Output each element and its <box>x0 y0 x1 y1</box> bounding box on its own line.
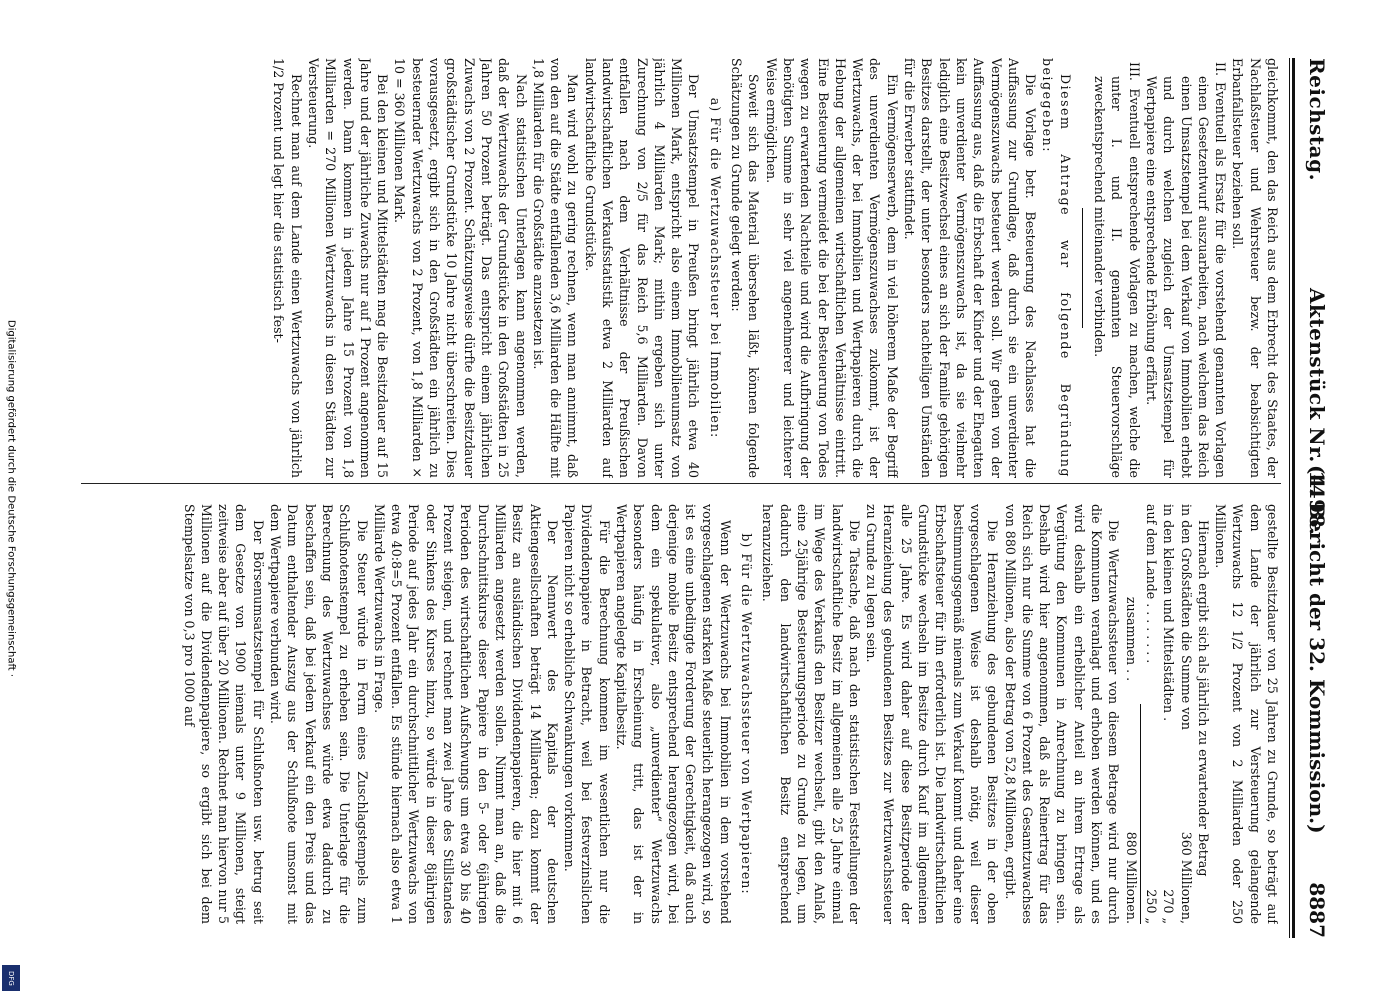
dfg-logo-icon: DFG <box>2 965 20 991</box>
left-paragraph: Bei den kleinen und Mittelstädten mag die Besitzdauer auf 15 Jahre und der jährliche Zuwachs nur auf 1 Prozent angenommen werden. Dann kommen in jedem Jahre 15 Prozent von 1,8 Milliarden = 270 Millionen Wertzuwachs in diesen Städten zur Versteuerung. <box>305 58 391 478</box>
credit-strip <box>0 0 22 1000</box>
item-text: Eventuell entsprechende Vorlagen zu machen, welche die unter I. und II. genannten Steuervorschläge zweckentsprechend miteinander verbinden. <box>1092 76 1142 478</box>
right-paragraph: Die Steuer würde in Form eines Zuschlagstempels zum Schlußnotenstempel zu erheben sein. Die Unterlage für die Berechnung des Wertzuwachses würde etwa dadurch zu beschaffen sein, daß bei jedem Verkauf ein den Preis und das Datum enthaltender Auszug aus der Schlußnote umsonst mit dem Wertpapiere verbunden wird. <box>268 504 370 924</box>
motion-item-3 <box>1091 58 1143 478</box>
left-paragraph: Die Vorlage betr. Besteuerung des Nachlasses hat die Auffassung zur Grundlage, daß durch sie ein unverdienter Vermögenszuwachs besteuert werden soll. Wir gehen von der Auffassung aus, daß die Erbschaft der Kinder und der Ehegatten kein unverdienter Vermögenszuwachs ist, da sie vielmehr lediglich eine Besitzwechsel eines an sich der Familie gehörigen Besitzes darstellt, der unter besonders nachteiligen Umständen für die Erwerber stattfindet. <box>902 58 1039 478</box>
sum-row-label: in den Großstädten die Summe von <box>1178 504 1194 730</box>
right-paragraph: gestellte Besitzdauer von 25 Jahren zu Grunde, so beträgt auf dem Lande der jährlich zur Versteuerung gelangende Wertzuwachs 12 1/2 Prozent von 2 Milliarden oder 250 Millionen. <box>1213 504 1280 924</box>
header-report-title: (4. Bericht der 32. Kommission.) <box>1305 464 1329 834</box>
header-aktenstueck: Aktenstück Nr. 1498. <box>1305 288 1329 536</box>
sum-total-row <box>1122 504 1139 924</box>
right-paragraph: Die Tatsache, daß nach den statistischen Feststellungen der landwirtschaftliche Besitz im allgemeinen alle 25 Jahre einmal im Wege des Verkaufs den Besitzer wechselt, gibt den Anlaß, eine 25jährige Besteuerungsperiode zu Grunde zu legen, um dadurch den landwirtschaftlichen Besitz entsprechend heranzuziehen. <box>760 504 862 924</box>
subsection-heading-a: a) Für die Wertzuwachssteuer bei Immobilien: <box>707 97 723 439</box>
right-paragraph: Wenn der Wertzuwachs bei Immobilien in dem vorstehend vorgeschlagenen starken Maße steuerlich herangezogen wird, so ist es eine unbedingte Forderung der Gerechtigkeit, daß auch derjenige mobile Besitz entsprechend herangezogen wird, bei dem ein spekulativer, also „unverdienter“ Wertzuwachs besonders häufig in Erscheinung tritt, das ist der in Wertpapieren angelegte Kapitalbesitz. <box>614 504 733 924</box>
right-paragraph: Hiernach ergibt sich als jährlich zu erwartender Betrag <box>1195 520 1211 877</box>
right-column <box>81 504 1281 924</box>
left-paragraph: Soweit sich das Material übersehen läßt, können folgende Schätzungen zu Grunde gelegt werden: <box>729 58 762 478</box>
item-text: Eventuell als Ersatz für die vorstehend genannten Vorlagen einen Gesetzentwurf auszuarbeiten, nach welchem das Reich einen Umsatzstempel bei dem Verkauf von Immobilien erhebt und durch welchen zugleich der Umsatzstempel für Wertpapiere eine entsprechende Erhöhung erfährt. <box>1143 76 1229 478</box>
right-paragraph: Die Heranziehung des gebundenen Besitzes in der oben vorgeschlagenen Weise ist deshalb nötig, weil dieser bestimmungsgemäß niemals zum Verkauf kommt und daher eine Erbschaftsteuer für ihn erforderlich ist. Die landwirtschaftlichen Grundstücke wechseln im Besitze durch Kauf im allgemeinen alle 25 Jahre. Es wird daher auf diese Besitzperiode der Heranziehung des gebundenen Besitzes zur Wertzuwachssteuer zu Grunde zu legen sein. <box>864 504 1001 924</box>
sum-total-label: zusammen . . <box>1123 596 1139 682</box>
sum-rule <box>1140 704 1141 924</box>
digitization-credit: Digitalisierung gefördert durch die Deutsche Forschungsgemeinschaft · <box>5 319 17 678</box>
left-paragraph: Rechnet man auf dem Lande einen Wertzuwachs von jährlich 1/2 Prozent und legt hier die statistisch fest- <box>271 58 304 478</box>
item-number: II. <box>1213 62 1229 76</box>
left-paragraph: Ein Vermögenserwerb, dem in viel höherem Maße der Begriff des unverdienten Vermögenszuwachses zukommt, ist der Wertzuwachs, der bei Immobilien und Wertpapieren durch die Hebung der allgemeinen wirtschaftlichen Verhältnisse eintritt. Eine Besteuerung vermeidet die bei der Besteuerung von Todes wegen zu erwartenden Nachteile und wird die Aufbringung der benötigten Summe in sehr viel angenehmerer und leichterer Weise ermöglichen. <box>763 58 900 478</box>
scanned-page-frame <box>28 0 1383 1000</box>
header-reichstag: Reichstag. <box>1305 58 1329 182</box>
left-paragraph: Diesem Antrage war folgende Begründung beigegeben: <box>1040 58 1073 478</box>
page-header <box>1295 58 1335 938</box>
sum-row-label: auf dem Lande . . . . . . . . <box>1143 504 1159 664</box>
scanned-page <box>53 18 1343 983</box>
motion-item-2 <box>1143 58 1229 478</box>
page-number: 8887 <box>1305 882 1329 938</box>
right-paragraph: Für die Berechnung kommen im wesentlichen nur die Dividendenpapiere in Betracht, weil bei festverzinslichen Papieren nicht so erhebliche Schwankungen vorkommen. <box>562 504 612 924</box>
sum-row <box>1143 504 1160 924</box>
right-paragraph: Die Wertzuwachssteuer von diesem Betrage wird nur durch die Kommunen veranlagt und erhoben werden können, und es wird deshalb ein erheblicher Anteil an ihrem Ertrage als Vergütung den Kommunen in Anrechnung zu bringen sein. Deshalb wird hier angenommen, daß als Reinertrag für das Reich sich nur die Summe von 6 Prozent des Gesamtzuwachses von 880 Millionen, also der Betrag von 52,8 Millionen, ergibt. <box>1002 504 1122 924</box>
section-divider <box>1082 208 1083 328</box>
subsection-heading-b: b) Für die Wertzuwachssteuer von Wertpapieren: <box>739 533 755 895</box>
item-number: III. <box>1126 62 1142 81</box>
column-divider <box>81 483 1281 484</box>
header-rule-thin <box>1289 58 1290 938</box>
sum-row-value: 360 Millionen, <box>1178 831 1194 924</box>
header-right <box>1305 465 1329 938</box>
sum-row-value: 270 „ <box>1161 889 1177 924</box>
right-paragraph: Der Börsenumsatzstempel für Schlußnoten usw. betrug seit dem Gesetze von 1900 niemals unter 9 Millionen, steigt zeitweise aber auf über 20 Millionen. Rechnet man hiervon nur 5 Millionen auf die Dividendenpapiere, so ergibt sich bei dem Stempelsatze von 0,3 pro 1000 auf <box>181 504 266 924</box>
sum-row <box>1177 504 1194 924</box>
sum-row <box>1160 504 1177 924</box>
left-paragraph: gleichkommt, den das Reich aus dem Erbrecht des Staates, der Nachlaßsteuer und Wehrsteuer bezw. der beabsichtigten Erbanfallsteuer beziehen soll. <box>1230 58 1280 478</box>
right-paragraph: Der Nennwert des Kapitals der deutschen Aktiengesellschaften beträgt 14 Milliarden; dazu kommt der Besitz an ausländischen Dividendenpapieren, die hier mit 6 Milliarden angesetzt werden sollen. Nimmt man an, daß die Durchschnittskurse dieser Papiere in den 5- oder 6jährigen Perioden des wirtschaftlichen Aufschwungs um etwa 30 bis 40 Prozent steigen, und rechnet man zwei Jahre des Stillstandes oder Sinkens des Kurses hinzu, so würde in dieser 8jährigen Periode auf jedes Jahr ein durchschnittlicher Wertzuwachs von etwa 40:8=5 Prozent entfallen. Es stünde hiernach also etwa 1 Milliarde Wertzuwachs in Frage. <box>371 504 560 924</box>
left-paragraph: Nach statistischen Unterlagen kann angenommen werden, daß der Wertzuwachs der Grundstücke in den Großstädten in 25 Jahren 50 Prozent beträgt. Das entspricht einem jährlichen Zuwachs von 2 Prozent. Schätzungsweise dürfte die Besitzdauer großstädtischer Grundstücke 10 Jahre nicht überschreiten. Dies vorausgesetzt, ergibt sich in den Großstädten ein jährlich zu besteuernder Wertzuwachs von 2 Prozent, von 1,8 Milliarden × 10 = 360 Millionen Mark. <box>392 58 529 478</box>
header-rule-thick <box>1292 58 1295 938</box>
left-paragraph: Man wird wohl zu gering rechnen, wenn man annimmt, daß von den auf die Städte entfallenden 3,6 Milliarden die Hälfte mit 1,8 Milliarden für die Großstädte anzusetzen ist. <box>530 58 581 478</box>
sum-row-label: in den kleinen und Mittelstädten . <box>1161 504 1177 722</box>
left-paragraph: Der Umsatzstempel in Preußen bringt jährlich etwa 40 Millionen Mark, entspricht also einem Immobilienumsatz von jährlich 4 Milliarden Mark; mithin ergeben sich unter Zurechnung von 2/5 für das Reich 5,6 Milliarden. Davon entfallen nach dem Verhältnisse der Preußischen landwirtschaftlichen Verkaufsstatistik etwa 2 Milliarden auf landwirtschaftliche Grundstücke. <box>582 58 702 478</box>
left-column <box>81 58 1281 478</box>
sum-row-value: 250 „ <box>1143 889 1159 924</box>
sum-total-value: 880 Millionen. <box>1123 831 1139 924</box>
